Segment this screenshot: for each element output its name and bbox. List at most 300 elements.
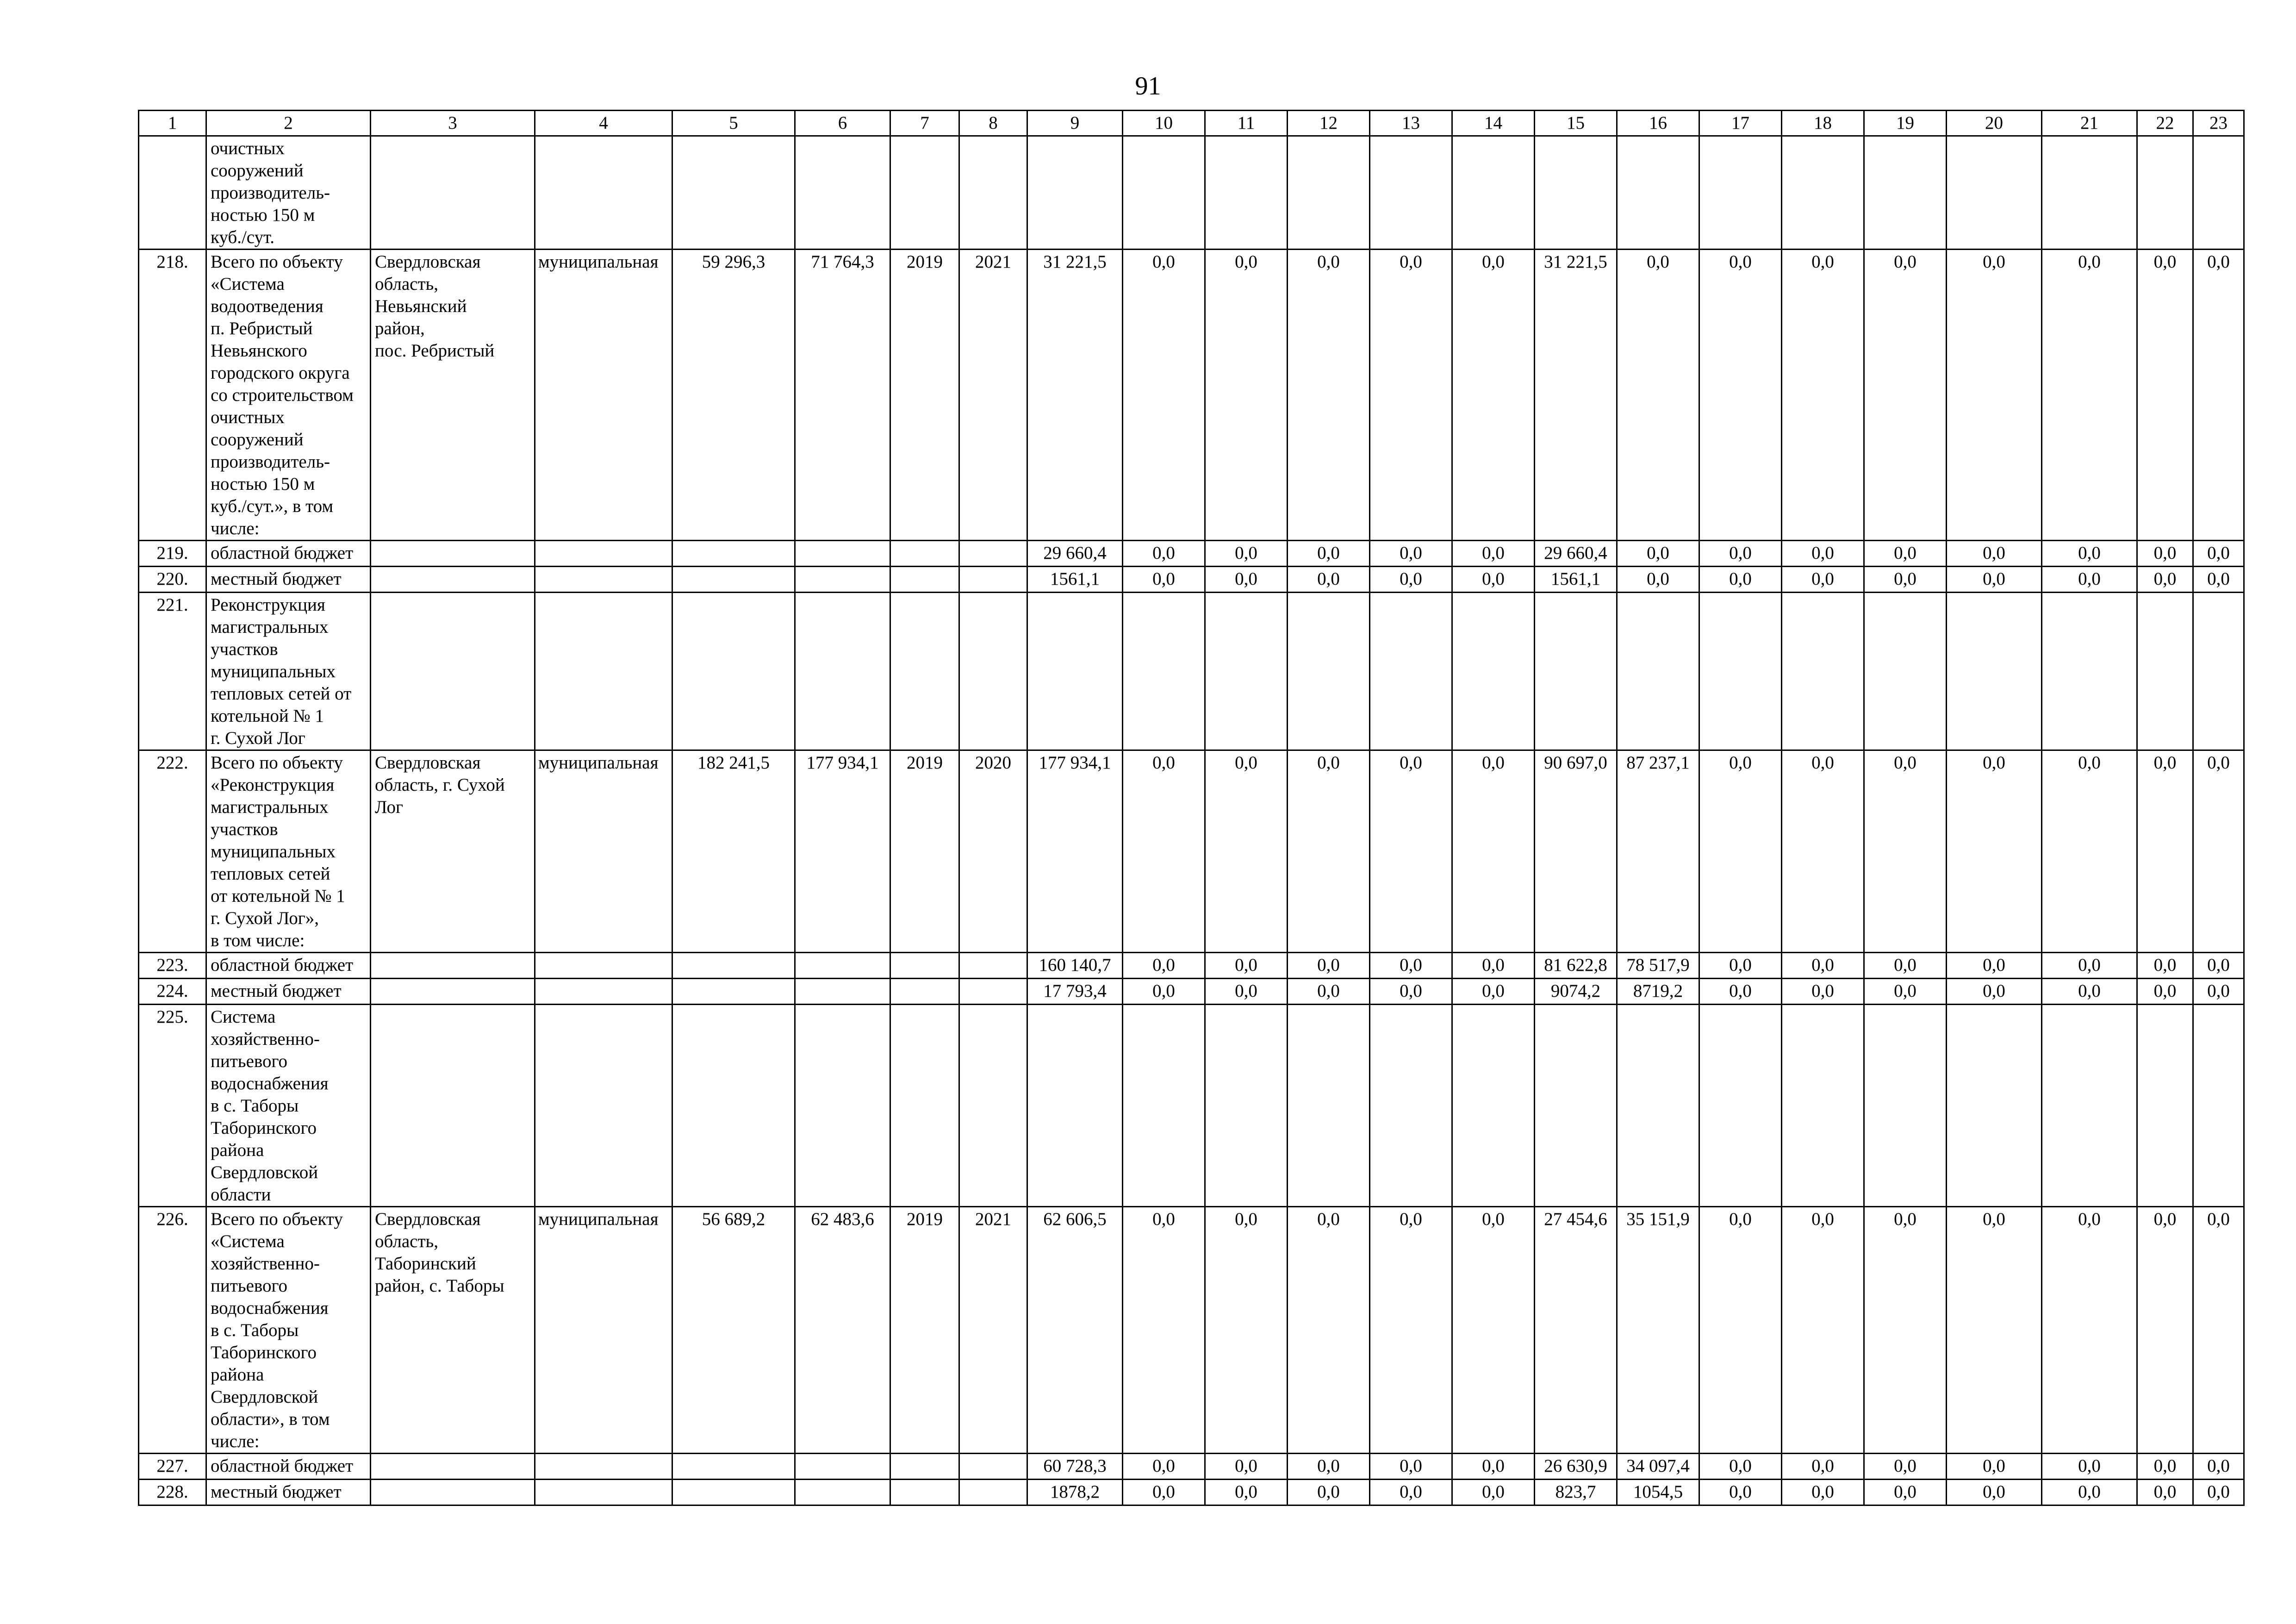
funding-value-cell: 0,0	[2042, 979, 2137, 1005]
funding-value-cell: 0,0	[2193, 1480, 2244, 1505]
funding-value-cell: 0,0	[1288, 750, 1370, 953]
start-year-cell: 2019	[890, 250, 959, 541]
start-year-cell	[890, 136, 959, 250]
ownership-cell	[535, 593, 672, 750]
ownership-cell	[535, 953, 672, 979]
column-header-10: 10	[1123, 111, 1205, 136]
funding-value-cell: 0,0	[1947, 1480, 2042, 1505]
funding-value-cell	[1782, 593, 1864, 750]
funding-value-cell: 0,0	[2137, 1480, 2193, 1505]
funding-value-cell	[2193, 593, 2244, 750]
funding-value-cell: 0,0	[1699, 1454, 1782, 1480]
funding-value-cell: 0,0	[1864, 1454, 1947, 1480]
funding-value-cell	[1617, 1005, 1699, 1207]
funding-value-cell: 0,0	[1123, 541, 1205, 567]
object-name-cell: местный бюджет	[206, 1480, 371, 1505]
funding-value-cell: 0,0	[1864, 567, 1947, 593]
object-name-cell: Система хозяйственно- питьевого водоснабжения в с. Таборы Таборинского района Свердловской области	[206, 1005, 371, 1207]
funding-value-cell: 0,0	[1370, 567, 1452, 593]
funding-value-cell: 0,0	[1123, 953, 1205, 979]
funding-value-cell	[1782, 136, 1864, 250]
column-header-16: 16	[1617, 111, 1699, 136]
funding-value-cell: 0,0	[1864, 979, 1947, 1005]
contract-cost-cell	[795, 567, 890, 593]
funding-value-cell: 0,0	[1205, 953, 1288, 979]
end-year-cell	[959, 136, 1027, 250]
location-cell: Свердловская область, Невьянский район, пос. Ребристый	[371, 250, 535, 541]
column-header-5: 5	[672, 111, 795, 136]
row-number-cell: 228.	[139, 1480, 206, 1505]
ownership-cell: муниципальная	[535, 1207, 672, 1454]
column-header-22: 22	[2137, 111, 2193, 136]
funding-value-cell	[1288, 1005, 1370, 1207]
funding-value-cell: 1561,1	[1535, 567, 1617, 593]
ownership-cell	[535, 541, 672, 567]
column-header-18: 18	[1782, 111, 1864, 136]
row-number-cell: 218.	[139, 250, 206, 541]
funding-value-cell: 35 151,9	[1617, 1207, 1699, 1454]
table-row	[139, 541, 2244, 567]
funding-value-cell	[1699, 593, 1782, 750]
location-cell: Свердловская область, Таборинский район, с. Таборы	[371, 1207, 535, 1454]
table-row	[139, 1480, 2244, 1505]
funding-value-cell: 1878,2	[1027, 1480, 1123, 1505]
object-name-cell: Всего по объекту «Система водоотведения п. Ребристый Невьянского городского округа со строительством очистных сооружений производитель- ностью 150 м куб./сут.», в том числе:	[206, 250, 371, 541]
funding-value-cell: 0,0	[1782, 953, 1864, 979]
end-year-cell	[959, 593, 1027, 750]
table-row	[139, 593, 2244, 750]
funding-value-cell	[1288, 593, 1370, 750]
estimated-cost-cell	[672, 136, 795, 250]
column-header-15: 15	[1535, 111, 1617, 136]
column-header-7: 7	[890, 111, 959, 136]
funding-value-cell: 0,0	[1617, 541, 1699, 567]
funding-value-cell: 0,0	[1452, 979, 1535, 1005]
row-number-cell	[139, 136, 206, 250]
object-name-cell: местный бюджет	[206, 979, 371, 1005]
end-year-cell	[959, 1005, 1027, 1207]
funding-value-cell: 0,0	[2042, 1454, 2137, 1480]
table-row	[139, 1005, 2244, 1207]
start-year-cell	[890, 1480, 959, 1505]
funding-value-cell: 0,0	[2137, 1454, 2193, 1480]
funding-value-cell: 0,0	[1452, 1480, 1535, 1505]
contract-cost-cell: 71 764,3	[795, 250, 890, 541]
funding-value-cell: 0,0	[1288, 1454, 1370, 1480]
funding-value-cell: 1054,5	[1617, 1480, 1699, 1505]
column-header-13: 13	[1370, 111, 1452, 136]
funding-value-cell	[1370, 1005, 1452, 1207]
object-name-cell: Реконструкция магистральных участков муниципальных тепловых сетей от котельной № 1 г. Сухой Лог	[206, 593, 371, 750]
end-year-cell	[959, 953, 1027, 979]
funding-value-cell: 0,0	[1123, 1480, 1205, 1505]
estimated-cost-cell	[672, 541, 795, 567]
funding-value-cell	[1288, 136, 1370, 250]
funding-value-cell: 0,0	[2042, 1207, 2137, 1454]
funding-value-cell: 87 237,1	[1617, 750, 1699, 953]
contract-cost-cell	[795, 593, 890, 750]
funding-value-cell: 0,0	[1205, 750, 1288, 953]
funding-value-cell: 27 454,6	[1535, 1207, 1617, 1454]
funding-value-cell: 0,0	[1288, 541, 1370, 567]
table-row	[139, 136, 2244, 250]
start-year-cell	[890, 567, 959, 593]
location-cell	[371, 1005, 535, 1207]
funding-value-cell: 81 622,8	[1535, 953, 1617, 979]
row-number-cell: 219.	[139, 541, 206, 567]
funding-value-cell: 0,0	[2042, 750, 2137, 953]
end-year-cell	[959, 979, 1027, 1005]
funding-value-cell: 0,0	[1205, 541, 1288, 567]
estimated-cost-cell	[672, 979, 795, 1005]
table-row	[139, 250, 2244, 541]
funding-value-cell: 0,0	[1452, 250, 1535, 541]
funding-value-cell: 0,0	[1617, 250, 1699, 541]
funding-value-cell: 0,0	[1864, 953, 1947, 979]
column-header-2: 2	[206, 111, 371, 136]
row-number-cell: 226.	[139, 1207, 206, 1454]
funding-value-cell: 0,0	[1864, 541, 1947, 567]
table-row	[139, 750, 2244, 953]
funding-value-cell	[2193, 136, 2244, 250]
funding-value-cell: 0,0	[1370, 953, 1452, 979]
funding-value-cell: 0,0	[1699, 953, 1782, 979]
funding-value-cell: 0,0	[1699, 250, 1782, 541]
funding-value-cell	[1027, 1005, 1123, 1207]
column-header-14: 14	[1452, 111, 1535, 136]
funding-value-cell: 160 140,7	[1027, 953, 1123, 979]
funding-value-cell: 0,0	[1947, 567, 2042, 593]
funding-value-cell: 8719,2	[1617, 979, 1699, 1005]
column-header-12: 12	[1288, 111, 1370, 136]
row-number-cell: 225.	[139, 1005, 206, 1207]
contract-cost-cell	[795, 953, 890, 979]
estimated-cost-cell	[672, 1005, 795, 1207]
location-cell: Свердловская область, г. Сухой Лог	[371, 750, 535, 953]
funding-value-cell	[1370, 136, 1452, 250]
estimated-cost-cell	[672, 953, 795, 979]
start-year-cell	[890, 1454, 959, 1480]
funding-value-cell	[1535, 136, 1617, 250]
funding-value-cell: 0,0	[2193, 1207, 2244, 1454]
funding-value-cell	[1617, 593, 1699, 750]
funding-value-cell: 0,0	[1947, 1454, 2042, 1480]
location-cell	[371, 1480, 535, 1505]
funding-value-cell: 0,0	[2137, 567, 2193, 593]
contract-cost-cell: 177 934,1	[795, 750, 890, 953]
funding-value-cell: 0,0	[1452, 953, 1535, 979]
contract-cost-cell	[795, 1005, 890, 1207]
funding-value-cell: 0,0	[1947, 953, 2042, 979]
funding-value-cell: 0,0	[1699, 1207, 1782, 1454]
start-year-cell	[890, 541, 959, 567]
funding-value-cell	[1452, 1005, 1535, 1207]
table-row	[139, 567, 2244, 593]
funding-value-cell: 31 221,5	[1027, 250, 1123, 541]
object-name-cell: Всего по объекту «Реконструкция магистральных участков муниципальных тепловых сетей от котельной № 1 г. Сухой Лог», в том числе:	[206, 750, 371, 953]
funding-value-cell: 0,0	[1452, 1207, 1535, 1454]
estimated-cost-cell: 59 296,3	[672, 250, 795, 541]
estimated-cost-cell: 182 241,5	[672, 750, 795, 953]
funding-value-cell: 0,0	[1288, 250, 1370, 541]
funding-value-cell: 0,0	[1782, 979, 1864, 1005]
start-year-cell	[890, 1005, 959, 1207]
contract-cost-cell: 62 483,6	[795, 1207, 890, 1454]
object-name-cell: местный бюджет	[206, 567, 371, 593]
funding-value-cell: 0,0	[2137, 953, 2193, 979]
funding-value-cell	[2042, 593, 2137, 750]
funding-value-cell	[1947, 1005, 2042, 1207]
funding-value-cell: 0,0	[1864, 1207, 1947, 1454]
funding-value-cell	[2137, 593, 2193, 750]
row-number-cell: 221.	[139, 593, 206, 750]
funding-value-cell: 0,0	[1782, 750, 1864, 953]
start-year-cell	[890, 953, 959, 979]
column-header-9: 9	[1027, 111, 1123, 136]
column-header-20: 20	[1947, 111, 2042, 136]
funding-value-cell	[1205, 593, 1288, 750]
object-name-cell: областной бюджет	[206, 541, 371, 567]
funding-value-cell: 0,0	[1699, 541, 1782, 567]
funding-value-cell: 0,0	[2137, 250, 2193, 541]
column-header-17: 17	[1699, 111, 1782, 136]
funding-value-cell: 90 697,0	[1535, 750, 1617, 953]
estimated-cost-cell: 56 689,2	[672, 1207, 795, 1454]
funding-value-cell: 62 606,5	[1027, 1207, 1123, 1454]
funding-value-cell: 0,0	[1205, 979, 1288, 1005]
funding-value-cell: 0,0	[2042, 567, 2137, 593]
funding-value-cell: 0,0	[1617, 567, 1699, 593]
funding-value-cell	[1452, 593, 1535, 750]
estimated-cost-cell	[672, 567, 795, 593]
table-body	[139, 111, 2244, 1505]
funding-value-cell: 34 097,4	[1617, 1454, 1699, 1480]
funding-value-cell: 0,0	[1864, 250, 1947, 541]
contract-cost-cell	[795, 136, 890, 250]
funding-value-cell: 17 793,4	[1027, 979, 1123, 1005]
funding-value-cell	[2042, 136, 2137, 250]
funding-value-cell: 0,0	[1288, 979, 1370, 1005]
funding-value-cell: 0,0	[2193, 750, 2244, 953]
contract-cost-cell	[795, 1454, 890, 1480]
funding-value-cell: 0,0	[1123, 1207, 1205, 1454]
column-header-4: 4	[535, 111, 672, 136]
funding-value-cell	[1027, 136, 1123, 250]
funding-value-cell: 0,0	[2137, 750, 2193, 953]
ownership-cell	[535, 136, 672, 250]
object-name-cell: Всего по объекту «Система хозяйственно- питьевого водоснабжения в с. Таборы Таборинского района Свердловской области», в том числе:	[206, 1207, 371, 1454]
location-cell	[371, 593, 535, 750]
funding-value-cell: 0,0	[1947, 250, 2042, 541]
funding-value-cell: 0,0	[2042, 541, 2137, 567]
row-number-cell: 222.	[139, 750, 206, 953]
end-year-cell	[959, 1480, 1027, 1505]
location-cell	[371, 979, 535, 1005]
funding-value-cell: 29 660,4	[1027, 541, 1123, 567]
column-header-8: 8	[959, 111, 1027, 136]
funding-value-cell: 0,0	[1782, 250, 1864, 541]
funding-value-cell: 60 728,3	[1027, 1454, 1123, 1480]
column-header-1: 1	[139, 111, 206, 136]
page-number: 91	[1135, 72, 1161, 100]
funding-value-cell	[1864, 136, 1947, 250]
funding-value-cell: 31 221,5	[1535, 250, 1617, 541]
start-year-cell	[890, 593, 959, 750]
funding-value-cell: 0,0	[1123, 750, 1205, 953]
row-number-cell: 223.	[139, 953, 206, 979]
funding-value-cell	[1123, 1005, 1205, 1207]
funding-value-cell: 0,0	[1452, 541, 1535, 567]
end-year-cell	[959, 541, 1027, 567]
funding-value-cell: 0,0	[1205, 567, 1288, 593]
funding-value-cell	[1864, 1005, 1947, 1207]
funding-value-cell: 0,0	[1205, 1454, 1288, 1480]
funding-value-cell: 0,0	[1370, 250, 1452, 541]
column-number-header-row	[139, 111, 2244, 136]
funding-value-cell: 0,0	[1123, 979, 1205, 1005]
location-cell	[371, 567, 535, 593]
funding-value-cell: 0,0	[1370, 750, 1452, 953]
funding-value-cell	[1535, 1005, 1617, 1207]
funding-value-cell: 0,0	[2193, 979, 2244, 1005]
funding-value-cell: 0,0	[1370, 1207, 1452, 1454]
funding-value-cell	[1123, 593, 1205, 750]
funding-value-cell	[2042, 1005, 2137, 1207]
funding-value-cell	[1699, 136, 1782, 250]
column-header-3: 3	[371, 111, 535, 136]
funding-value-cell: 0,0	[1699, 750, 1782, 953]
funding-value-cell: 823,7	[1535, 1480, 1617, 1505]
funding-value-cell: 0,0	[1288, 1207, 1370, 1454]
funding-value-cell	[2193, 1005, 2244, 1207]
funding-value-cell: 0,0	[1370, 979, 1452, 1005]
column-header-11: 11	[1205, 111, 1288, 136]
column-header-23: 23	[2193, 111, 2244, 136]
funding-value-cell: 0,0	[1370, 541, 1452, 567]
funding-value-cell: 0,0	[1699, 1480, 1782, 1505]
table-row	[139, 979, 2244, 1005]
table-row	[139, 1454, 2244, 1480]
ownership-cell	[535, 1454, 672, 1480]
funding-value-cell	[1699, 1005, 1782, 1207]
funding-value-cell	[1205, 136, 1288, 250]
ownership-cell	[535, 1005, 672, 1207]
funding-value-cell: 26 630,9	[1535, 1454, 1617, 1480]
funding-value-cell	[1027, 593, 1123, 750]
funding-value-cell: 0,0	[2042, 953, 2137, 979]
object-name-cell: очистных сооружений производитель- ностью 150 м куб./сут.	[206, 136, 371, 250]
funding-value-cell: 0,0	[1947, 750, 2042, 953]
funding-value-cell: 0,0	[1947, 1207, 2042, 1454]
start-year-cell: 2019	[890, 750, 959, 953]
column-header-21: 21	[2042, 111, 2137, 136]
funding-value-cell: 0,0	[1205, 250, 1288, 541]
funding-value-cell: 0,0	[1370, 1480, 1452, 1505]
row-number-cell: 227.	[139, 1454, 206, 1480]
funding-value-cell: 0,0	[1452, 567, 1535, 593]
funding-value-cell: 0,0	[1288, 567, 1370, 593]
table-row	[139, 1207, 2244, 1454]
table-row	[139, 953, 2244, 979]
funding-value-cell	[1370, 593, 1452, 750]
funding-value-cell: 0,0	[1123, 567, 1205, 593]
funding-value-cell	[1123, 136, 1205, 250]
estimated-cost-cell	[672, 1454, 795, 1480]
funding-value-cell: 0,0	[1864, 750, 1947, 953]
funding-value-cell: 0,0	[1947, 979, 2042, 1005]
funding-value-cell: 0,0	[1205, 1207, 1288, 1454]
row-number-cell: 220.	[139, 567, 206, 593]
funding-value-cell: 0,0	[1782, 567, 1864, 593]
funding-value-cell: 0,0	[1782, 1454, 1864, 1480]
ownership-cell	[535, 979, 672, 1005]
location-cell	[371, 1454, 535, 1480]
funding-value-cell: 0,0	[1699, 567, 1782, 593]
funding-value-cell: 0,0	[1452, 1454, 1535, 1480]
end-year-cell: 2020	[959, 750, 1027, 953]
funding-value-cell	[1452, 136, 1535, 250]
end-year-cell	[959, 1454, 1027, 1480]
ownership-cell: муниципальная	[535, 250, 672, 541]
funding-value-cell: 0,0	[1947, 541, 2042, 567]
funding-value-cell: 0,0	[2042, 250, 2137, 541]
funding-value-cell: 0,0	[1205, 1480, 1288, 1505]
funding-value-cell	[1947, 593, 2042, 750]
object-name-cell: областной бюджет	[206, 1454, 371, 1480]
funding-value-cell: 78 517,9	[1617, 953, 1699, 979]
funding-value-cell: 1561,1	[1027, 567, 1123, 593]
funding-value-cell: 0,0	[1123, 250, 1205, 541]
funding-value-cell: 0,0	[1864, 1480, 1947, 1505]
funding-value-cell: 0,0	[1699, 979, 1782, 1005]
funding-value-cell	[2137, 1005, 2193, 1207]
column-header-6: 6	[795, 111, 890, 136]
funding-value-cell: 0,0	[1782, 541, 1864, 567]
funding-value-cell: 0,0	[2193, 567, 2244, 593]
funding-value-cell	[2137, 136, 2193, 250]
estimated-cost-cell	[672, 593, 795, 750]
funding-value-cell: 29 660,4	[1535, 541, 1617, 567]
funding-value-cell: 0,0	[2193, 541, 2244, 567]
funding-value-cell: 0,0	[2042, 1480, 2137, 1505]
ownership-cell	[535, 567, 672, 593]
end-year-cell	[959, 567, 1027, 593]
ownership-cell	[535, 1480, 672, 1505]
funding-value-cell	[1617, 136, 1699, 250]
funding-value-cell	[1864, 593, 1947, 750]
funding-value-cell	[1535, 593, 1617, 750]
funding-value-cell: 0,0	[2137, 1207, 2193, 1454]
start-year-cell: 2019	[890, 1207, 959, 1454]
funding-value-cell: 0,0	[1123, 1454, 1205, 1480]
contract-cost-cell	[795, 541, 890, 567]
object-name-cell: областной бюджет	[206, 953, 371, 979]
funding-value-cell: 0,0	[2137, 541, 2193, 567]
funding-value-cell: 0,0	[2193, 1454, 2244, 1480]
funding-value-cell: 0,0	[1370, 1454, 1452, 1480]
funding-value-cell	[1947, 136, 2042, 250]
funding-value-cell: 0,0	[1782, 1480, 1864, 1505]
funding-value-cell: 0,0	[1288, 953, 1370, 979]
funding-value-cell: 177 934,1	[1027, 750, 1123, 953]
funding-value-cell	[1205, 1005, 1288, 1207]
funding-value-cell: 9074,2	[1535, 979, 1617, 1005]
funding-value-cell: 0,0	[1782, 1207, 1864, 1454]
data-table	[138, 110, 2245, 1506]
funding-value-cell: 0,0	[2137, 979, 2193, 1005]
location-cell	[371, 953, 535, 979]
funding-value-cell: 0,0	[1288, 1480, 1370, 1505]
